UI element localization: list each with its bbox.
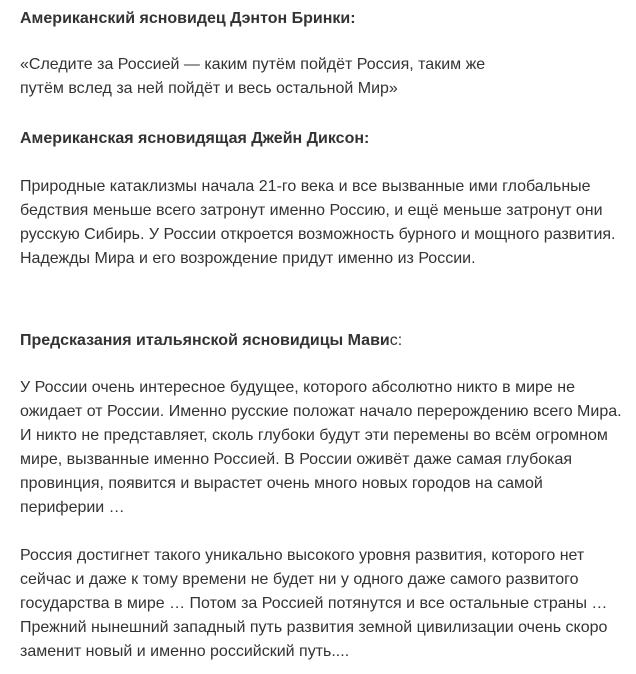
heading-danton-brinkley: Американский ясновидец Дэнтон Бринки: (20, 10, 356, 27)
heading-mavis (20, 329, 628, 353)
heading-jeane-dixon: Американская ясновидящая Джейн Диксон: (20, 130, 370, 147)
heading-mavis-bold: Предсказания итальянской ясновидицы Мави (20, 332, 390, 349)
quote-danton-brinkley: «Следите за Россией — каким путём пойдёт Россия, таким же путём вслед за ней пойдёт и весь остальной Мир» (20, 56, 486, 97)
paragraph-mavis-1: У России очень интересное будущее, которого абсолютно никто в мире не ожидает от России. Именно русские положат начало перерождению всего Мира. И никто не представляет, сколь глубоки будут эти перемены во всём огромном мире, вызванные именно Россией. В России оживёт даже самая глубокая провинция, появится и вырастет очень много новых городов на самой периферии … (20, 379, 622, 516)
paragraph-mavis-2: Россия достигнет такого уникально высокого уровня развития, которого нет сейчас и даже к тому времени не будет ни у одного даже самого развитого государства в мире … Потом за Россией потянутся и все остальные страны … Прежний нынешний западный путь развития земной цивилизации очень скоро заменит новый и именно российский путь.... (20, 547, 608, 660)
heading-mavis-tail: с: (389, 332, 403, 349)
paragraph-jeane-dixon: Природные катаклизмы начала 21-го века и все вызванные ими глобальные бедствия меньше всего затронут именно Россию, и ещё меньше затронут они русскую Сибирь. У России откроется возможность бурного и мощного развития. Надежды Мира и его возрождение придут именно из России. (20, 178, 616, 267)
